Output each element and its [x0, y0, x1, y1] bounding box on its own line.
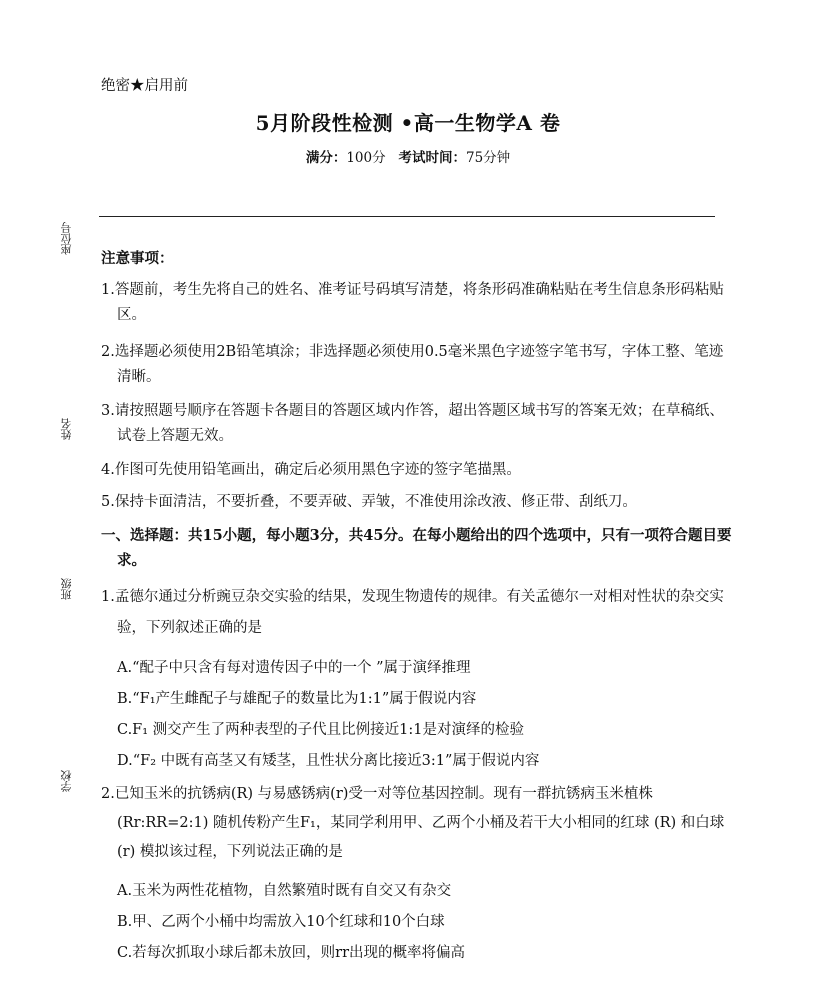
exam-title: 5月阶段性检测 •高一生物学A 卷: [255, 111, 561, 135]
time-label: 考试时间：: [398, 150, 466, 166]
section-heading: 一、选择题：共15小题，每小题3分，共45分。在每小题给出的四个选项中，只有一项符合题目要求。: [101, 527, 732, 569]
score-value: 100分: [346, 150, 386, 166]
time-value: 75分钟: [465, 150, 511, 166]
notice-item-4: 4.作图可先使用铅笔画出，确定后必须用黑色字迹的签字笔描黑。: [101, 462, 521, 478]
notice-heading: 注意事项：: [101, 250, 174, 267]
question-1-option-c: C.F₁ 测交产生了两种表型的子代且比例接近1:1是对演绎的检验: [117, 722, 525, 738]
notice-item-2: 2.选择题必须使用2B铅笔填涂；非选择题必须使用0.5毫米黑色字迹签字笔书写，字体工整、笔迹清晰。: [101, 344, 724, 385]
school-label: 学校: [60, 770, 73, 792]
question-2-stem: 2.已知玉米的抗锈病(R) 与易感锈病(r)受一对等位基因控制。现有一群抗锈病玉米植株(Rr:RR=2:1) 随机传粉产生F₁，某同学利用甲、乙两个小桶及若干大小相同的红球 (R) 和白球(r) 模拟该过程，下列说法正确的是: [101, 786, 725, 860]
notice-item-5: 5.保持卡面清洁，不要折叠，不要弄破、弄皱，不准使用涂改液、修正带、刮纸刀。: [101, 494, 637, 510]
notice-item-1: 1.答题前，考生先将自己的姓名、准考证号码填写清楚，将条形码准确粘贴在考生信息条形码粘贴区。: [101, 282, 724, 323]
question-2-option-b: B.甲、乙两个小桶中均需放入10个红球和10个白球: [117, 914, 445, 930]
score-label: 满分：: [305, 150, 347, 166]
seat-number-label: 座位号: [60, 222, 73, 255]
question-2-option-a: A.玉米为两性花植物，自然繁殖时既有自交又有杂交: [117, 883, 452, 899]
notice-item-3: 3.请按照题号顺序在答题卡各题目的答题区域内作答，超出答题区域书写的答案无效；在草稿纸、试卷上答题无效。: [101, 403, 724, 444]
question-1-option-d: D.“F₂ 中既有高茎又有矮茎，且性状分离比接近3:1”属于假说内容: [117, 753, 540, 769]
header-divider: [99, 216, 715, 217]
question-1-stem: 1.孟德尔通过分析豌豆杂交实验的结果，发现生物遗传的规律。有关孟德尔一对相对性状的杂交实验，下列叙述正确的是: [101, 589, 724, 636]
question-2-option-c: C.若每次抓取小球后都未放回，则rr出现的概率将偏高: [117, 945, 466, 961]
question-1-option-a: A.“配子中只含有每对遗传因子中的一个 ”属于演绎推理: [117, 660, 471, 676]
exam-subtitle: [0, 146, 816, 166]
confidential-mark: 绝密★启用前: [101, 78, 188, 94]
class-label: 班级: [60, 578, 73, 600]
question-1-option-b: B.“F₁产生雌配子与雄配子的数量比为1:1”属于假说内容: [117, 691, 477, 707]
name-label: 姓名: [60, 418, 73, 440]
